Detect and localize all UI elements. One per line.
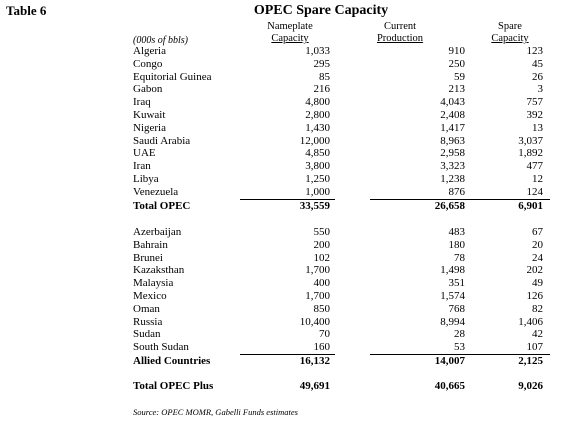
spare-value: 107: [526, 341, 543, 354]
country-name: Kuwait: [133, 109, 166, 121]
table-row: [0, 239, 574, 252]
production-value: 213: [448, 83, 465, 96]
production-value: 14,007: [434, 355, 465, 367]
nameplate-value: 49,691: [299, 380, 330, 392]
spare-value: 3: [537, 83, 543, 96]
country-name: Sudan: [133, 328, 161, 341]
table-row: [0, 83, 574, 96]
production-value: 4,043: [440, 96, 465, 109]
header-nameplate-line1: Nameplate: [267, 21, 313, 32]
units-label: (000s of bbls): [133, 35, 188, 46]
spare-value: 123: [526, 45, 543, 57]
production-value: 3,323: [440, 160, 465, 173]
production-value: 53: [454, 341, 465, 354]
country-name: Kazaksthan: [133, 264, 185, 277]
production-value: 28: [454, 328, 465, 341]
nameplate-value: 10,400: [299, 315, 330, 328]
spare-value: 6,901: [518, 200, 543, 212]
country-name: Iran: [133, 160, 151, 173]
country-name: Saudi Arabia: [133, 134, 191, 147]
production-value: 483: [448, 226, 465, 238]
spare-value: 757: [526, 96, 543, 109]
nameplate-value: 2,800: [305, 109, 330, 121]
nameplate-value: 70: [319, 328, 330, 341]
spare-value: 24: [532, 251, 543, 264]
nameplate-value: 16,132: [299, 355, 330, 367]
header-spare-line2: Capacity: [491, 33, 529, 44]
nameplate-value: 1,700: [305, 290, 330, 302]
table-row: [0, 303, 574, 316]
header-nameplate-line2: Capacity: [271, 33, 309, 44]
nameplate-value: 4,850: [305, 147, 330, 160]
production-value: 2,958: [440, 147, 465, 160]
table-row: [0, 45, 574, 58]
country-name: Russia: [133, 315, 163, 328]
total-row: [0, 355, 574, 368]
production-value: 351: [448, 277, 465, 290]
nameplate-value: 1,700: [305, 264, 330, 277]
production-value: 59: [454, 70, 465, 83]
country-name: Bahrain: [133, 238, 168, 251]
spare-value: 13: [532, 121, 543, 134]
table-row: [0, 316, 574, 329]
nameplate-value: 216: [313, 83, 330, 96]
country-name: Iraq: [133, 96, 151, 109]
country-name: Oman: [133, 302, 160, 315]
country-name: Libya: [133, 173, 159, 185]
country-name: Congo: [133, 57, 163, 70]
nameplate-value: 550: [313, 226, 330, 238]
spare-value: 67: [532, 226, 543, 238]
nameplate-value: 295: [313, 57, 330, 70]
spare-value: 42: [532, 328, 543, 341]
production-value: 8,963: [440, 134, 465, 147]
table-row: [0, 226, 574, 239]
spare-value: 26: [532, 70, 543, 83]
table-label: Table 6: [6, 3, 47, 18]
spare-value: 1,406: [518, 315, 543, 328]
table-row: [0, 160, 574, 173]
table-row: [0, 122, 574, 135]
nameplate-value: 1,250: [305, 173, 330, 185]
table-row: [0, 290, 574, 303]
spare-value: 20: [532, 238, 543, 251]
country-name: Nigeria: [133, 121, 166, 134]
table-row: [0, 264, 574, 277]
table-row: [0, 71, 574, 84]
country-name: Azerbaijan: [133, 226, 182, 238]
country-name: Algeria: [133, 45, 166, 57]
nameplate-value: 1,000: [305, 185, 330, 198]
spare-value: 1,892: [518, 147, 543, 160]
production-value: 40,665: [434, 380, 465, 392]
country-name: South Sudan: [133, 341, 189, 354]
spare-value: 2,125: [518, 355, 543, 367]
spare-value: 9,026: [518, 380, 543, 392]
nameplate-value: 850: [313, 302, 330, 315]
table-row: [0, 328, 574, 341]
header-production-line2: Production: [376, 33, 424, 44]
nameplate-value: 160: [313, 341, 330, 354]
table-title: OPEC Spare Capacity: [253, 3, 389, 18]
country-name: Malaysia: [133, 277, 174, 290]
table-row: [0, 186, 574, 199]
nameplate-value: 102: [313, 251, 330, 264]
spare-value: 12: [532, 173, 543, 185]
header-production-line1: Current: [383, 21, 417, 32]
production-value: 768: [448, 302, 465, 315]
country-name: Brunei: [133, 251, 163, 264]
nameplate-value: 400: [313, 277, 330, 290]
nameplate-value: 85: [319, 70, 330, 83]
production-value: 1,417: [440, 121, 465, 134]
country-name: Equitorial Guinea: [133, 70, 212, 83]
spare-value: 126: [526, 290, 543, 302]
nameplate-value: 3,800: [305, 160, 330, 173]
nameplate-value: 1,033: [305, 45, 330, 57]
grand-total-row: [0, 380, 574, 393]
nameplate-value: 12,000: [299, 134, 330, 147]
table-row: [0, 173, 574, 186]
production-value: 1,498: [440, 264, 465, 277]
nameplate-value: 1,430: [305, 121, 330, 134]
header-spare-line1: Spare: [498, 21, 522, 32]
nameplate-value: 200: [313, 238, 330, 251]
table-row: [0, 135, 574, 148]
country-name: Total OPEC: [133, 200, 191, 212]
country-name: UAE: [133, 147, 156, 160]
production-value: 8,994: [440, 315, 465, 328]
production-value: 876: [448, 185, 465, 198]
spare-value: 82: [532, 302, 543, 315]
nameplate-value: 4,800: [305, 96, 330, 109]
production-value: 26,658: [434, 200, 465, 212]
table-row: [0, 341, 574, 354]
country-name: Gabon: [133, 83, 163, 96]
spare-value: 45: [532, 57, 543, 70]
production-value: 1,574: [440, 290, 465, 302]
table-row: [0, 96, 574, 109]
country-name: Mexico: [133, 290, 167, 302]
spare-value: 477: [526, 160, 543, 173]
table-row: [0, 109, 574, 122]
table-row: [0, 277, 574, 290]
spare-value: 124: [526, 185, 543, 198]
production-value: 180: [448, 238, 465, 251]
table-row: [0, 147, 574, 160]
production-value: 910: [448, 45, 465, 57]
table-row: [0, 58, 574, 71]
country-name: Venezuela: [133, 185, 179, 198]
spare-value: 3,037: [518, 134, 543, 147]
nameplate-value: 33,559: [299, 200, 330, 212]
country-name: Allied Countries: [133, 355, 211, 367]
total-row: [0, 200, 574, 213]
production-value: 1,238: [440, 173, 465, 185]
spare-value: 202: [526, 264, 543, 277]
country-name: Total OPEC Plus: [133, 380, 214, 392]
production-value: 78: [454, 251, 465, 264]
table-row: [0, 252, 574, 265]
spare-value: 49: [532, 277, 543, 290]
spare-value: 392: [526, 109, 543, 121]
production-value: 250: [448, 57, 465, 70]
production-value: 2,408: [440, 109, 465, 121]
source-note: Source: OPEC MOMR, Gabelli Funds estimates: [133, 407, 298, 417]
